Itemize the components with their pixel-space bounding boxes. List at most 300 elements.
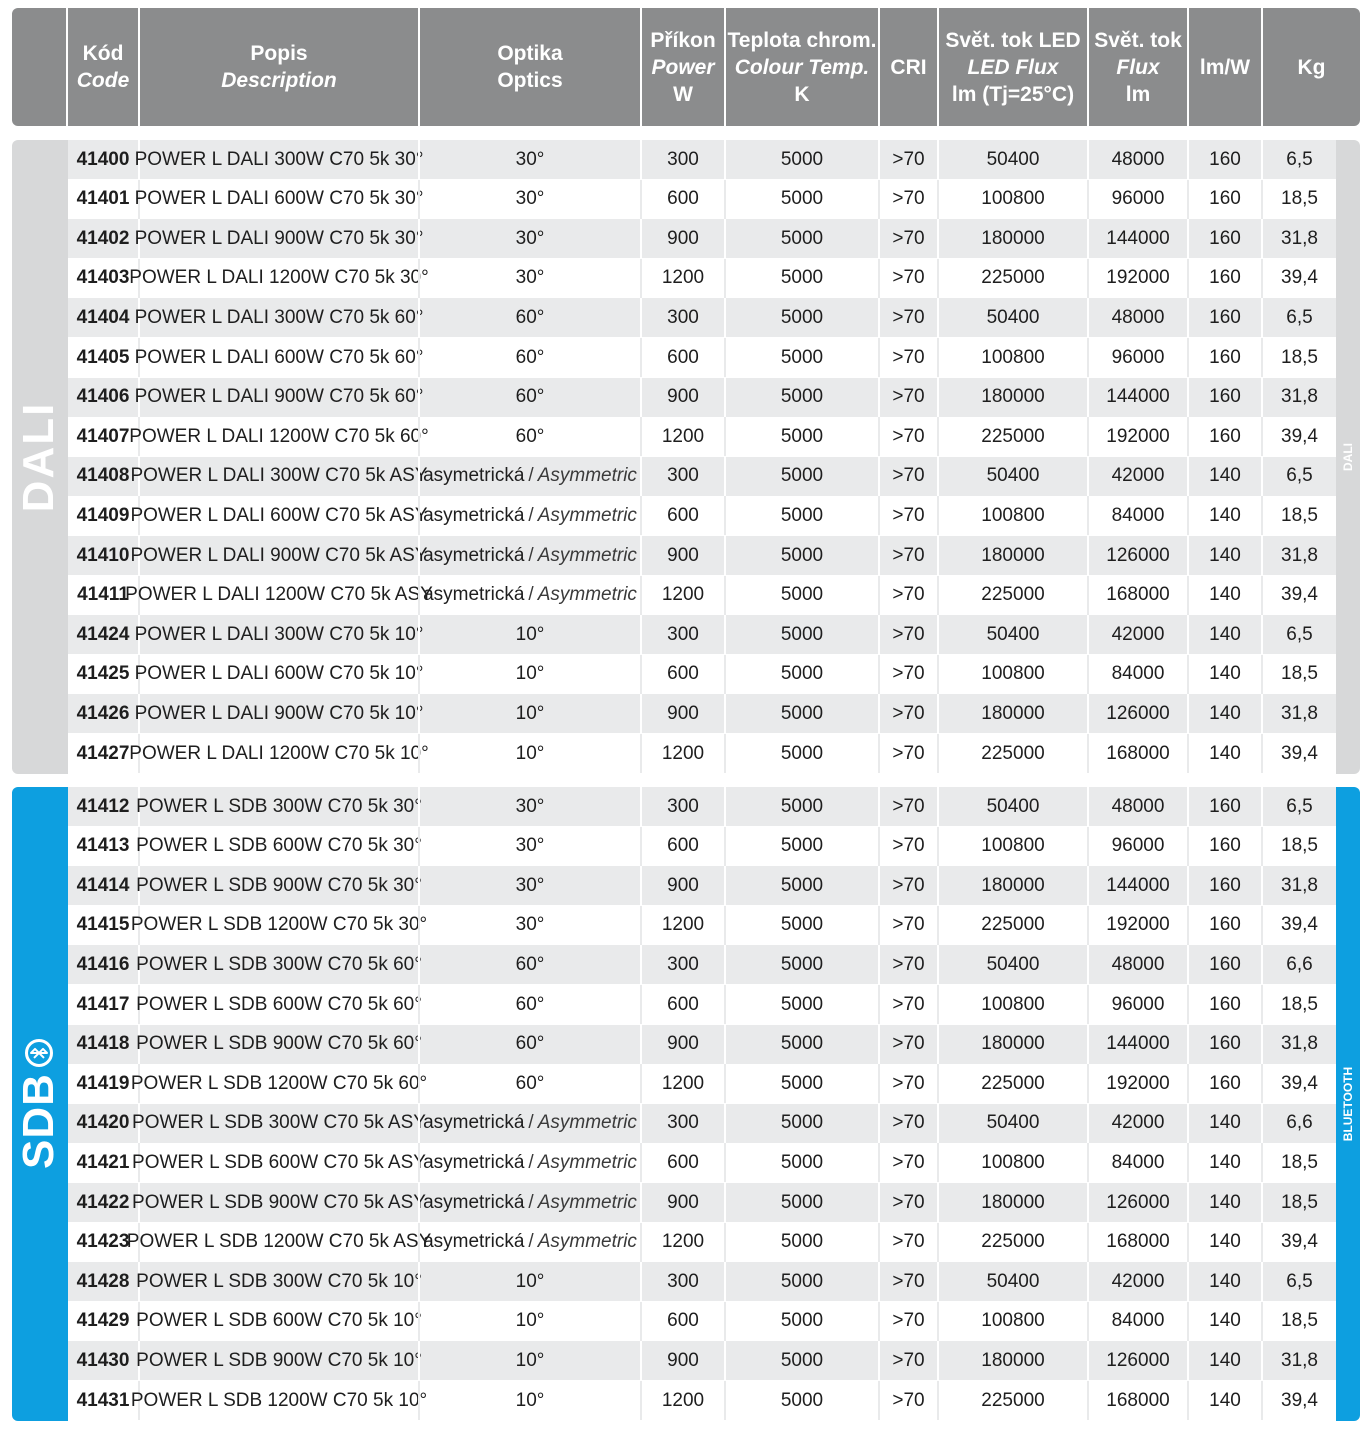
table-row xyxy=(68,457,1336,496)
cell-cri: >70 xyxy=(878,1223,937,1262)
cell-optics xyxy=(418,576,640,615)
table-row xyxy=(68,1025,1336,1064)
optics-en: Asymmetric xyxy=(537,584,637,606)
cell-led-flux: 50400 xyxy=(937,1104,1087,1143)
cell-kg: 6,5 xyxy=(1261,615,1336,654)
cell-optics: 30° xyxy=(418,866,640,905)
cell-lmw: 140 xyxy=(1187,576,1261,615)
cell-optics xyxy=(418,1223,640,1262)
optics-en: Asymmetric xyxy=(537,544,637,566)
cell-desc: POWER L DALI 900W C70 5k 60° xyxy=(138,378,418,417)
cell-led-flux: 180000 xyxy=(937,1183,1087,1222)
cell-code: 41419 xyxy=(76,1072,130,1094)
optics-cz: asymetrická xyxy=(423,465,525,487)
table-row xyxy=(68,1064,1336,1103)
cell-cct: 5000 xyxy=(724,576,878,615)
cell-flux: 48000 xyxy=(1087,787,1187,826)
cell-cri: >70 xyxy=(878,906,937,945)
cell-led-flux: 225000 xyxy=(937,576,1087,615)
cell-flux: 126000 xyxy=(1087,1341,1187,1380)
cell-power: 600 xyxy=(640,338,724,377)
table-row xyxy=(68,259,1336,298)
optics-separator: / xyxy=(528,1151,534,1173)
cell-desc: POWER L SDB 1200W C70 5k ASY xyxy=(138,1223,418,1262)
side-label-dali: DALI xyxy=(1341,443,1355,471)
cell-led-flux: 100800 xyxy=(937,338,1087,377)
table-row xyxy=(68,338,1336,377)
optics-en: Asymmetric xyxy=(537,465,637,487)
cell-led-flux: 180000 xyxy=(937,536,1087,575)
header-code-cz: Kód xyxy=(82,42,124,65)
cell-flux: 168000 xyxy=(1087,1223,1187,1262)
cell-lmw: 140 xyxy=(1187,457,1261,496)
cell-code: 41406 xyxy=(76,386,130,408)
cell-code: 41427 xyxy=(76,742,130,764)
cell-code: 41421 xyxy=(76,1151,130,1173)
cell-kg: 18,5 xyxy=(1261,180,1336,219)
cell-led-flux: 180000 xyxy=(937,1341,1087,1380)
cell-kg: 18,5 xyxy=(1261,338,1336,377)
table-row xyxy=(68,1381,1336,1420)
table-row xyxy=(68,827,1336,866)
cell-led-flux: 50400 xyxy=(937,615,1087,654)
table-row xyxy=(68,378,1336,417)
cell-kg: 6,5 xyxy=(1261,457,1336,496)
header-flux xyxy=(1087,8,1187,126)
cell-desc: POWER L DALI 600W C70 5k ASY xyxy=(138,496,418,535)
cell-cct: 5000 xyxy=(724,827,878,866)
cell-led-flux: 225000 xyxy=(937,1064,1087,1103)
cell-desc: POWER L SDB 600W C70 5k 60° xyxy=(138,985,418,1024)
sdb-logo xyxy=(14,1039,64,1169)
cell-lmw: 140 xyxy=(1187,1262,1261,1301)
cell-desc: POWER L DALI 900W C70 5k 30° xyxy=(138,219,418,258)
cell-cct: 5000 xyxy=(724,1262,878,1301)
cell-kg: 31,8 xyxy=(1261,536,1336,575)
cell-kg: 39,4 xyxy=(1261,1064,1336,1103)
cell-led-flux: 50400 xyxy=(937,945,1087,984)
cell-code: 41410 xyxy=(76,544,130,566)
cell-cri: >70 xyxy=(878,655,937,694)
cell-flux: 42000 xyxy=(1087,457,1187,496)
cell-cri: >70 xyxy=(878,259,937,298)
header-colour-temp-unit: K xyxy=(794,82,810,106)
cell-power: 600 xyxy=(640,655,724,694)
cell-kg: 39,4 xyxy=(1261,259,1336,298)
cell-desc: POWER L SDB 900W C70 5k 30° xyxy=(138,866,418,905)
cell-desc: POWER L SDB 1200W C70 5k 30° xyxy=(138,906,418,945)
cell-desc: POWER L DALI 300W C70 5k 60° xyxy=(138,298,418,337)
cell-optics: 10° xyxy=(418,615,640,654)
cell-cri: >70 xyxy=(878,787,937,826)
cell-cri: >70 xyxy=(878,338,937,377)
optics-separator: / xyxy=(528,1191,534,1213)
cell-desc: POWER L SDB 300W C70 5k 10° xyxy=(138,1262,418,1301)
cell-optics: 30° xyxy=(418,219,640,258)
cell-led-flux: 50400 xyxy=(937,298,1087,337)
cell-kg: 39,4 xyxy=(1261,906,1336,945)
optics-cz: asymetrická xyxy=(423,1112,525,1134)
optics-separator: / xyxy=(528,465,534,487)
cell-power: 900 xyxy=(640,694,724,733)
cell-cri: >70 xyxy=(878,417,937,456)
cell-optics: 60° xyxy=(418,378,640,417)
cell-desc: POWER L DALI 600W C70 5k 30° xyxy=(138,180,418,219)
cell-flux: 96000 xyxy=(1087,338,1187,377)
cell-power: 1200 xyxy=(640,576,724,615)
cell-desc: POWER L DALI 1200W C70 5k 60° xyxy=(138,417,418,456)
optics-cz: asymetrická xyxy=(423,1191,525,1213)
cell-power: 300 xyxy=(640,298,724,337)
cell-desc: POWER L DALI 1200W C70 5k ASY xyxy=(138,576,418,615)
header-code-en: Code xyxy=(76,69,130,92)
cell-kg: 31,8 xyxy=(1261,1341,1336,1380)
cell-code: 41417 xyxy=(76,993,130,1015)
cell-kg: 18,5 xyxy=(1261,1183,1336,1222)
cell-cri: >70 xyxy=(878,866,937,905)
table-row xyxy=(68,180,1336,219)
cell-cct: 5000 xyxy=(724,906,878,945)
cell-led-flux: 225000 xyxy=(937,734,1087,773)
cell-flux: 192000 xyxy=(1087,1064,1187,1103)
cell-flux: 48000 xyxy=(1087,298,1187,337)
table-row xyxy=(68,496,1336,535)
table-row xyxy=(68,1262,1336,1301)
header-power-en: Power xyxy=(651,55,715,79)
cell-led-flux: 180000 xyxy=(937,219,1087,258)
cell-lmw: 160 xyxy=(1187,1064,1261,1103)
optics-separator: / xyxy=(528,1231,534,1253)
optics-en: Asymmetric xyxy=(537,1231,637,1253)
cell-cri: >70 xyxy=(878,1302,937,1341)
cell-lmw: 140 xyxy=(1187,1183,1261,1222)
cell-kg: 39,4 xyxy=(1261,576,1336,615)
cell-optics: 30° xyxy=(418,140,640,179)
cell-cri: >70 xyxy=(878,298,937,337)
cell-code: 41429 xyxy=(76,1310,130,1332)
header-description-cz: Popis xyxy=(250,42,308,65)
cell-flux: 144000 xyxy=(1087,866,1187,905)
table-row xyxy=(68,945,1336,984)
header-weight-label: Kg xyxy=(1297,55,1326,79)
cell-flux: 48000 xyxy=(1087,140,1187,179)
cell-lmw: 140 xyxy=(1187,1381,1261,1420)
table-row xyxy=(68,615,1336,654)
cell-lmw: 160 xyxy=(1187,827,1261,866)
cell-kg: 6,5 xyxy=(1261,140,1336,179)
cell-cri: >70 xyxy=(878,1341,937,1380)
cell-cct: 5000 xyxy=(724,985,878,1024)
cell-power: 900 xyxy=(640,378,724,417)
cell-lmw: 160 xyxy=(1187,140,1261,179)
cell-cri: >70 xyxy=(878,140,937,179)
bluetooth-icon xyxy=(25,1039,53,1067)
cell-power: 300 xyxy=(640,787,724,826)
cell-flux: 42000 xyxy=(1087,1104,1187,1143)
cell-desc: POWER L DALI 300W C70 5k ASY xyxy=(138,457,418,496)
cell-kg: 6,5 xyxy=(1261,298,1336,337)
cell-lmw: 140 xyxy=(1187,536,1261,575)
cell-kg: 18,5 xyxy=(1261,496,1336,535)
cell-led-flux: 100800 xyxy=(937,827,1087,866)
cell-cri: >70 xyxy=(878,985,937,1024)
cell-lmw: 140 xyxy=(1187,1223,1261,1262)
optics-separator: / xyxy=(528,1112,534,1134)
cell-kg: 18,5 xyxy=(1261,827,1336,866)
cell-cri: >70 xyxy=(878,1262,937,1301)
table-row xyxy=(68,298,1336,337)
cell-optics: 60° xyxy=(418,298,640,337)
cell-lmw: 140 xyxy=(1187,655,1261,694)
cell-lmw: 140 xyxy=(1187,1143,1261,1182)
cell-kg: 31,8 xyxy=(1261,378,1336,417)
cell-cct: 5000 xyxy=(724,694,878,733)
header-weight xyxy=(1261,8,1360,126)
table-row xyxy=(68,219,1336,258)
cell-optics: 60° xyxy=(418,945,640,984)
cell-led-flux: 50400 xyxy=(937,787,1087,826)
cell-optics xyxy=(418,536,640,575)
cell-cct: 5000 xyxy=(724,1025,878,1064)
cell-cct: 5000 xyxy=(724,1223,878,1262)
cell-optics: 30° xyxy=(418,180,640,219)
cell-desc: POWER L DALI 300W C70 5k 30° xyxy=(138,140,418,179)
header-flux-cz: Svět. tok xyxy=(1094,28,1182,52)
header-power-cz: Příkon xyxy=(650,28,716,52)
table-row xyxy=(68,985,1336,1024)
cell-code: 41411 xyxy=(77,584,129,606)
cell-code: 41424 xyxy=(76,623,130,645)
cell-cri: >70 xyxy=(878,219,937,258)
side-label xyxy=(1336,787,1360,1421)
cell-cct: 5000 xyxy=(724,417,878,456)
cell-power: 1200 xyxy=(640,1064,724,1103)
cell-lmw: 140 xyxy=(1187,694,1261,733)
cell-power: 300 xyxy=(640,140,724,179)
cell-lmw: 160 xyxy=(1187,1025,1261,1064)
header-optics-en: Optics xyxy=(497,69,563,92)
optics-cz: asymetrická xyxy=(423,584,525,606)
cell-cri: >70 xyxy=(878,827,937,866)
cell-cri: >70 xyxy=(878,615,937,654)
header-efficacy-label: lm/W xyxy=(1199,55,1251,79)
cell-optics: 10° xyxy=(418,655,640,694)
optics-en: Asymmetric xyxy=(537,1191,637,1213)
cell-lmw: 160 xyxy=(1187,906,1261,945)
table-row xyxy=(68,655,1336,694)
cell-lmw: 160 xyxy=(1187,945,1261,984)
cell-flux: 192000 xyxy=(1087,417,1187,456)
cell-desc: POWER L DALI 600W C70 5k 10° xyxy=(138,655,418,694)
cell-flux: 126000 xyxy=(1087,694,1187,733)
optics-cz: asymetrická xyxy=(423,544,525,566)
optics-en: Asymmetric xyxy=(537,504,637,526)
cell-optics: 30° xyxy=(418,906,640,945)
cell-lmw: 160 xyxy=(1187,219,1261,258)
cell-desc: POWER L SDB 600W C70 5k 10° xyxy=(138,1302,418,1341)
cell-power: 900 xyxy=(640,536,724,575)
cell-flux: 48000 xyxy=(1087,945,1187,984)
cell-cct: 5000 xyxy=(724,536,878,575)
cell-desc: POWER L SDB 300W C70 5k 60° xyxy=(138,945,418,984)
header-description-en: Description xyxy=(221,69,337,92)
header-power xyxy=(640,8,724,126)
header-optics-cz: Optika xyxy=(497,42,563,65)
cell-cct: 5000 xyxy=(724,655,878,694)
cell-lmw: 140 xyxy=(1187,1302,1261,1341)
cell-power: 600 xyxy=(640,1302,724,1341)
cell-optics: 60° xyxy=(418,417,640,456)
cell-flux: 144000 xyxy=(1087,378,1187,417)
cell-desc: POWER L DALI 600W C70 5k 60° xyxy=(138,338,418,377)
cell-code: 41430 xyxy=(76,1349,130,1371)
cell-cri: >70 xyxy=(878,378,937,417)
cell-code: 41401 xyxy=(76,188,130,210)
cell-led-flux: 180000 xyxy=(937,378,1087,417)
cell-cri: >70 xyxy=(878,536,937,575)
cell-cct: 5000 xyxy=(724,734,878,773)
cell-optics: 10° xyxy=(418,1381,640,1420)
side-label xyxy=(1336,140,1360,774)
header-colour-temp-en: Colour Temp. xyxy=(734,55,870,79)
cell-power: 1200 xyxy=(640,259,724,298)
cell-led-flux: 100800 xyxy=(937,496,1087,535)
cell-code: 41409 xyxy=(76,504,130,526)
cell-cri: >70 xyxy=(878,1104,937,1143)
cell-cct: 5000 xyxy=(724,615,878,654)
cell-power: 1200 xyxy=(640,1223,724,1262)
table-row xyxy=(68,1223,1336,1262)
cell-power: 900 xyxy=(640,219,724,258)
cell-code: 41425 xyxy=(76,663,130,685)
cell-lmw: 140 xyxy=(1187,734,1261,773)
cell-code: 41408 xyxy=(76,465,130,487)
cell-desc: POWER L DALI 900W C70 5k 10° xyxy=(138,694,418,733)
optics-separator: / xyxy=(528,584,534,606)
section-sdb xyxy=(12,787,1360,1421)
header-cri-label: CRI xyxy=(890,55,927,79)
table-row xyxy=(68,1183,1336,1222)
cell-kg: 18,5 xyxy=(1261,655,1336,694)
cell-lmw: 140 xyxy=(1187,496,1261,535)
dali-rows xyxy=(68,140,1336,774)
cell-cct: 5000 xyxy=(724,787,878,826)
cell-lmw: 160 xyxy=(1187,985,1261,1024)
header-spacer xyxy=(12,8,66,126)
cell-desc: POWER L SDB 1200W C70 5k 60° xyxy=(138,1064,418,1103)
cell-optics: 60° xyxy=(418,1064,640,1103)
cell-optics xyxy=(418,457,640,496)
cell-kg: 31,8 xyxy=(1261,694,1336,733)
header-led-flux-unit: lm (Tj=25°C) xyxy=(951,82,1075,106)
cell-cct: 5000 xyxy=(724,866,878,905)
cell-flux: 144000 xyxy=(1087,1025,1187,1064)
cell-power: 300 xyxy=(640,1104,724,1143)
cell-cct: 5000 xyxy=(724,1064,878,1103)
cell-code: 41420 xyxy=(76,1112,130,1134)
cell-led-flux: 180000 xyxy=(937,866,1087,905)
optics-cz: asymetrická xyxy=(423,1231,525,1253)
header-code xyxy=(66,8,138,126)
cell-flux: 126000 xyxy=(1087,536,1187,575)
cell-power: 600 xyxy=(640,827,724,866)
cell-optics: 10° xyxy=(418,1341,640,1380)
cell-cri: >70 xyxy=(878,457,937,496)
header-optics xyxy=(418,8,640,126)
cell-led-flux: 50400 xyxy=(937,140,1087,179)
cell-code: 41413 xyxy=(76,835,130,857)
cell-kg: 39,4 xyxy=(1261,1223,1336,1262)
cell-power: 600 xyxy=(640,985,724,1024)
cell-cct: 5000 xyxy=(724,180,878,219)
cell-power: 1200 xyxy=(640,906,724,945)
cell-cri: >70 xyxy=(878,180,937,219)
table-row xyxy=(68,1104,1336,1143)
cell-power: 1200 xyxy=(640,1381,724,1420)
cell-cct: 5000 xyxy=(724,1143,878,1182)
cell-flux: 192000 xyxy=(1087,906,1187,945)
header-led-flux-en: LED Flux xyxy=(967,55,1059,79)
cell-lmw: 140 xyxy=(1187,1341,1261,1380)
cell-code: 41418 xyxy=(76,1033,130,1055)
cell-kg: 6,6 xyxy=(1261,945,1336,984)
cell-code: 41428 xyxy=(76,1270,130,1292)
table-row xyxy=(68,1302,1336,1341)
cell-cri: >70 xyxy=(878,945,937,984)
header-led-flux-cz: Svět. tok LED xyxy=(945,28,1081,52)
cell-led-flux: 100800 xyxy=(937,1143,1087,1182)
cell-code: 41402 xyxy=(76,227,130,249)
cell-optics: 30° xyxy=(418,787,640,826)
cell-desc: POWER L SDB 300W C70 5k 30° xyxy=(138,787,418,826)
cell-desc: POWER L DALI 1200W C70 5k 30° xyxy=(138,259,418,298)
cell-power: 600 xyxy=(640,1143,724,1182)
cell-desc: POWER L SDB 600W C70 5k 30° xyxy=(138,827,418,866)
cell-cct: 5000 xyxy=(724,378,878,417)
section-label xyxy=(12,140,66,774)
cell-kg: 18,5 xyxy=(1261,1302,1336,1341)
cell-power: 600 xyxy=(640,180,724,219)
cell-led-flux: 100800 xyxy=(937,1302,1087,1341)
cell-lmw: 160 xyxy=(1187,787,1261,826)
cell-optics: 10° xyxy=(418,694,640,733)
cell-flux: 84000 xyxy=(1087,655,1187,694)
cell-led-flux: 225000 xyxy=(937,1381,1087,1420)
cell-cri: >70 xyxy=(878,576,937,615)
cell-led-flux: 100800 xyxy=(937,655,1087,694)
table-row xyxy=(68,576,1336,615)
cell-led-flux: 100800 xyxy=(937,180,1087,219)
cell-kg: 39,4 xyxy=(1261,417,1336,456)
cell-desc: POWER L SDB 600W C70 5k ASY xyxy=(138,1143,418,1182)
cell-flux: 42000 xyxy=(1087,615,1187,654)
table-row xyxy=(68,694,1336,733)
cell-flux: 96000 xyxy=(1087,180,1187,219)
cell-cri: >70 xyxy=(878,496,937,535)
cell-optics: 60° xyxy=(418,338,640,377)
section-label xyxy=(12,787,66,1421)
cell-lmw: 160 xyxy=(1187,259,1261,298)
table-row xyxy=(68,1341,1336,1380)
cell-cct: 5000 xyxy=(724,259,878,298)
cell-optics: 10° xyxy=(418,1302,640,1341)
optics-cz: asymetrická xyxy=(423,1151,525,1173)
cell-kg: 6,5 xyxy=(1261,1262,1336,1301)
cell-lmw: 160 xyxy=(1187,866,1261,905)
cell-flux: 96000 xyxy=(1087,827,1187,866)
header-flux-en: Flux xyxy=(1116,55,1160,79)
cell-cct: 5000 xyxy=(724,1183,878,1222)
